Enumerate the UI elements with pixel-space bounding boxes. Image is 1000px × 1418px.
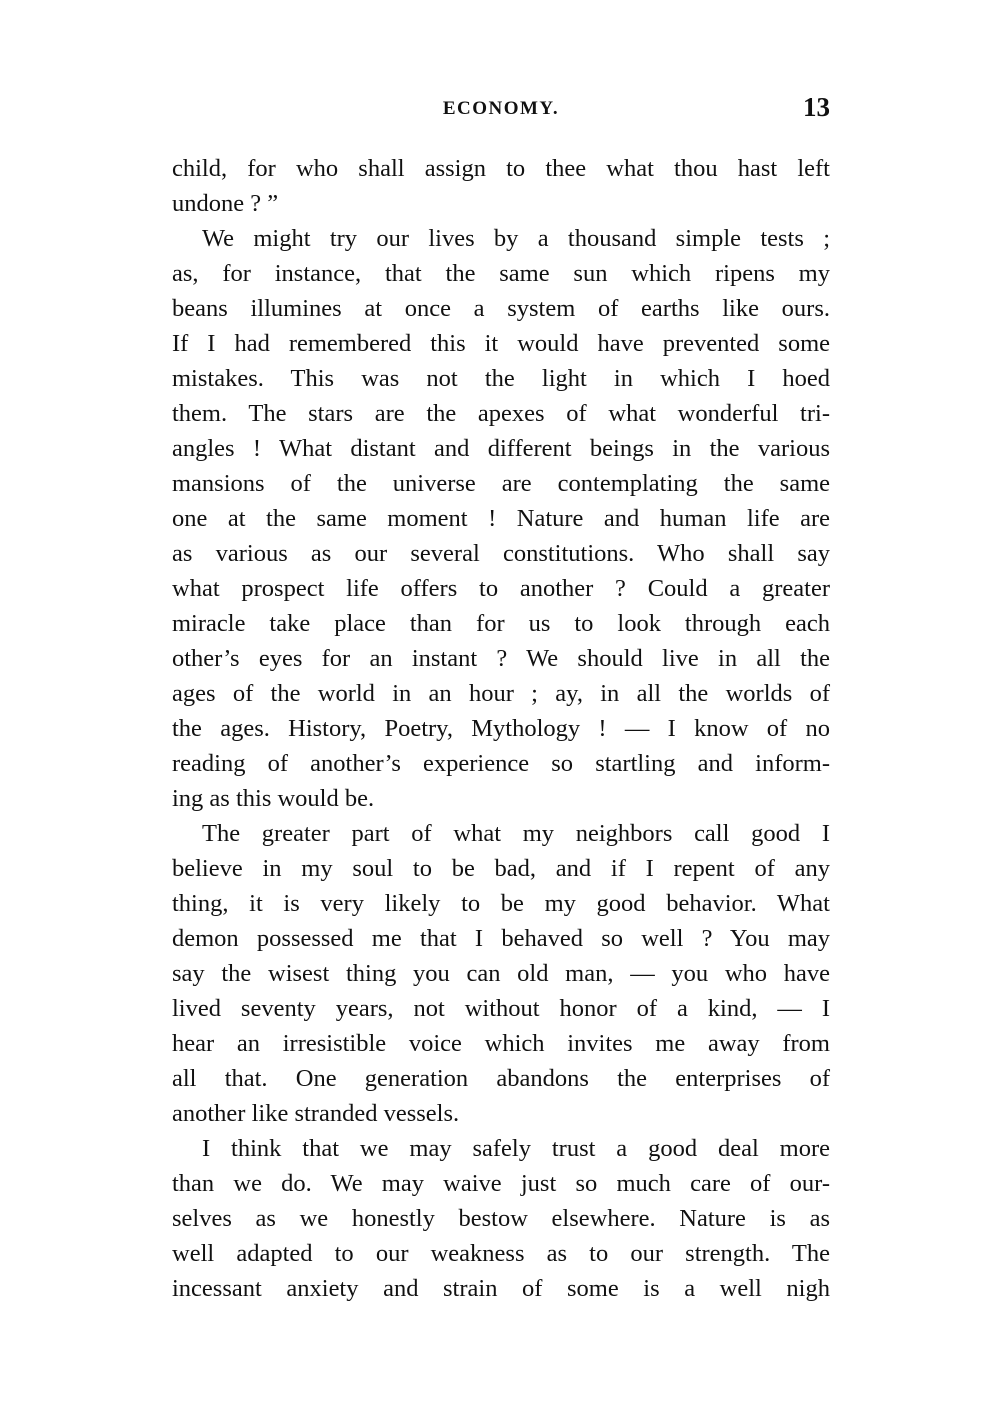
text-line: one at the same moment ! Nature and human life are (172, 505, 830, 532)
text-line: miracle take place than for us to look through each (172, 610, 830, 637)
page-number: 13 (803, 92, 830, 122)
paragraph-1 (172, 151, 830, 221)
text-line: lived seventy years, not without honor of a kind, — I (172, 995, 830, 1022)
text-line: beans illumines at once a system of earths like ours. (172, 295, 830, 322)
text-line: If I had remembered this it would have prevented some (172, 330, 830, 357)
text-line: the ages. History, Poetry, Mythology ! — I know of no (172, 715, 830, 742)
text-line: ages of the world in an hour ; ay, in all the worlds of (172, 680, 830, 707)
paragraph-4 (172, 1131, 830, 1306)
text-line: as various as our several constitutions. Who shall say (172, 540, 830, 567)
text-line: all that. One generation abandons the enterprises of (172, 1065, 830, 1092)
text-line: another like stranded vessels. (172, 1100, 460, 1127)
running-head (172, 92, 830, 128)
text-line: I think that we may safely trust a good deal more (202, 1135, 830, 1162)
text-line: say the wisest thing you can old man, — you who have (172, 960, 830, 987)
text-line: angles ! What distant and different beings in the various (172, 435, 830, 462)
paragraph-3 (172, 816, 830, 1131)
text-line: them. The stars are the apexes of what wonderful tri- (172, 400, 830, 427)
text-line: mistakes. This was not the light in which I hoed (172, 365, 830, 392)
text-line: undone ? ” (172, 190, 279, 217)
text-line: We might try our lives by a thousand simple tests ; (202, 225, 830, 252)
text-line: demon possessed me that I behaved so well ? You may (172, 925, 830, 952)
text-line: incessant anxiety and strain of some is a well nigh (172, 1275, 830, 1302)
text-line: believe in my soul to be bad, and if I repent of any (172, 855, 830, 882)
text-line: hear an irresistible voice which invites me away from (172, 1030, 830, 1057)
text-line: what prospect life offers to another ? Could a greater (172, 575, 830, 602)
text-line: ing as this would be. (172, 785, 375, 812)
running-title: ECONOMY. (442, 98, 560, 119)
text-line: The greater part of what my neighbors call good I (202, 820, 830, 847)
body-text (172, 151, 830, 1306)
text-line: thing, it is very likely to be my good behavior. What (172, 890, 830, 917)
text-line: well adapted to our weakness as to our strength. The (172, 1240, 830, 1267)
text-line: reading of another’s experience so startling and inform- (172, 750, 830, 777)
text-line: selves as we honestly bestow elsewhere. Nature is as (172, 1205, 830, 1232)
text-line: as, for instance, that the same sun which ripens my (172, 260, 830, 287)
text-line: mansions of the universe are contemplating the same (172, 470, 830, 497)
text-line: other’s eyes for an instant ? We should live in all the (172, 645, 830, 672)
paragraph-2 (172, 221, 830, 816)
text-line: child, for who shall assign to thee what thou hast left (172, 155, 830, 182)
text-line: than we do. We may waive just so much care of our- (172, 1170, 830, 1197)
